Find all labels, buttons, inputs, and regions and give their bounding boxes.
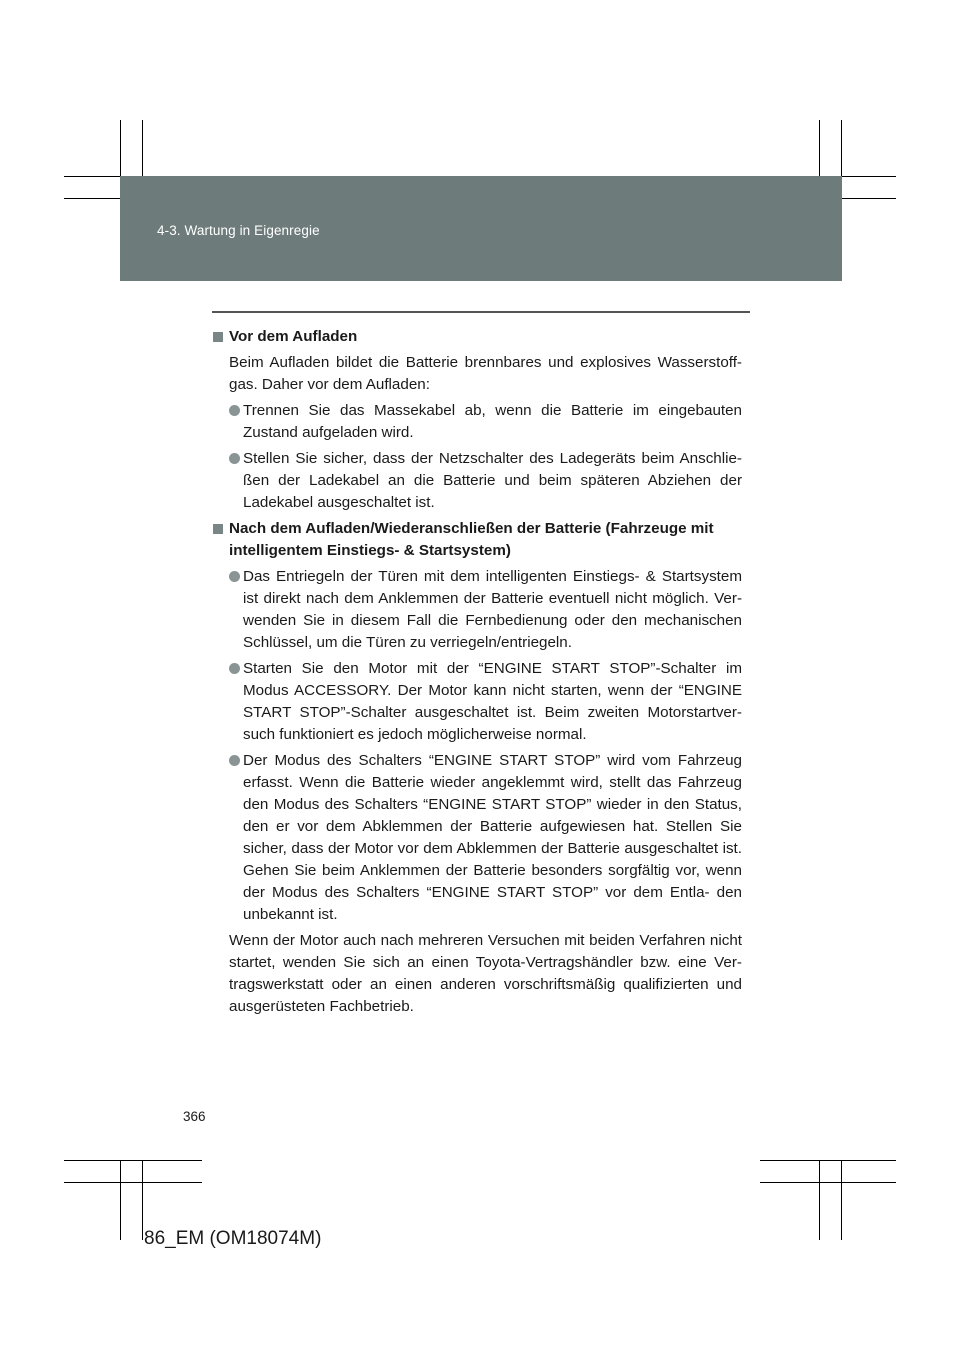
page-content: [212, 326, 742, 1018]
heading-text: Nach dem Aufladen/Wiederanschließen der Batterie (Fahrzeuge mit intelligentem Einstiegs- & Startsystem): [229, 520, 714, 559]
section-heading: [212, 518, 742, 562]
circle-bullet-icon: [229, 571, 240, 582]
list-item: [229, 448, 742, 514]
circle-bullet-icon: [229, 405, 240, 416]
document-code: 86_EM (OM18074M): [144, 1228, 322, 1249]
list-item-text: Trennen Sie das Massekabel ab, wenn die Batterie im eingebauten Zustand aufgeladen wird.: [243, 402, 742, 441]
heading-text: Vor dem Aufladen: [229, 328, 358, 345]
crop-mark: [760, 1182, 896, 1183]
crop-mark: [819, 1160, 820, 1240]
intro-paragraph: Beim Aufladen bildet die Batterie brennbares und explosives Wasserstoff- gas. Daher vor dem Aufladen:: [229, 354, 742, 393]
circle-bullet-icon: [229, 663, 240, 674]
list-item: [229, 750, 742, 926]
circle-bullet-icon: [229, 755, 240, 766]
crop-mark: [841, 1160, 842, 1240]
list-item: [229, 400, 742, 444]
square-bullet-icon: [213, 332, 223, 342]
bullet-list: [229, 566, 742, 926]
note-paragraph: Wenn der Motor auch nach mehreren Versuchen mit beiden Verfahren nicht startet, wenden Sie sich an einen Toyota-Vertragshändler bzw. eine Ver- tragswerkstatt oder an einen anderen vorschriftsmäßig qualifizierten und ausgerüsteten Fachbetrieb.: [229, 932, 742, 1015]
list-item-text: Das Entriegeln der Türen mit dem intelligenten Einstiegs- & Startsystem ist direkt nach dem Anklemmen der Batterie eventuell nicht möglich. Ver- wenden Sie in diesem Fall die Fernbedienung oder den mechanischen Schlüssel, um die Türen zu verriegeln/entriegeln.: [243, 568, 742, 651]
header-band: [120, 176, 842, 281]
list-item: [229, 566, 742, 654]
list-item: [229, 658, 742, 746]
crop-mark: [760, 1160, 896, 1161]
list-item-text: Starten Sie den Motor mit der “ENGINE START STOP”-Schalter im Modus ACCESSORY. Der Motor kann nicht starten, wenn der “ENGINE START STOP”-Schalter ausgeschaltet ist. Beim zweiten Motorstartver- such funktioniert es jedoch möglicherweise normal.: [243, 660, 742, 743]
page-number: 366: [183, 1109, 206, 1124]
list-item-text: Stellen Sie sicher, dass der Netzschalter des Ladegeräts beim Anschlie- ßen der Ladekabel an die Batterie und beim späteren Abziehen der Ladekabel ausgeschaltet ist.: [243, 450, 742, 511]
crop-mark: [120, 1160, 121, 1240]
square-bullet-icon: [213, 524, 223, 534]
section-heading: [212, 326, 742, 348]
crop-mark: [64, 1160, 202, 1161]
crop-mark: [64, 1182, 202, 1183]
crop-mark: [142, 1160, 143, 1240]
bullet-list: [229, 400, 742, 514]
list-item-text: Der Modus des Schalters “ENGINE START STOP” wird vom Fahrzeug erfasst. Wenn die Batterie wieder angeklemmt wird, stellt das Fahrzeug den Modus des Schalters “ENGINE START STOP” wieder in den Status, den er vor dem Abklemmen der Batterie aufgewiesen hat. Stellen Sie sicher, dass der Motor vor dem Abklemmen der Batterie ausgeschaltet ist. Gehen Sie beim Anklemmen der Batterie besonders sorgfältig vor, wenn der Modus des Schalters “ENGINE START STOP” vor dem Entla- den unbekannt ist.: [243, 752, 742, 923]
circle-bullet-icon: [229, 453, 240, 464]
divider: [212, 311, 750, 313]
section-label: 4-3. Wartung in Eigenregie: [157, 223, 320, 238]
